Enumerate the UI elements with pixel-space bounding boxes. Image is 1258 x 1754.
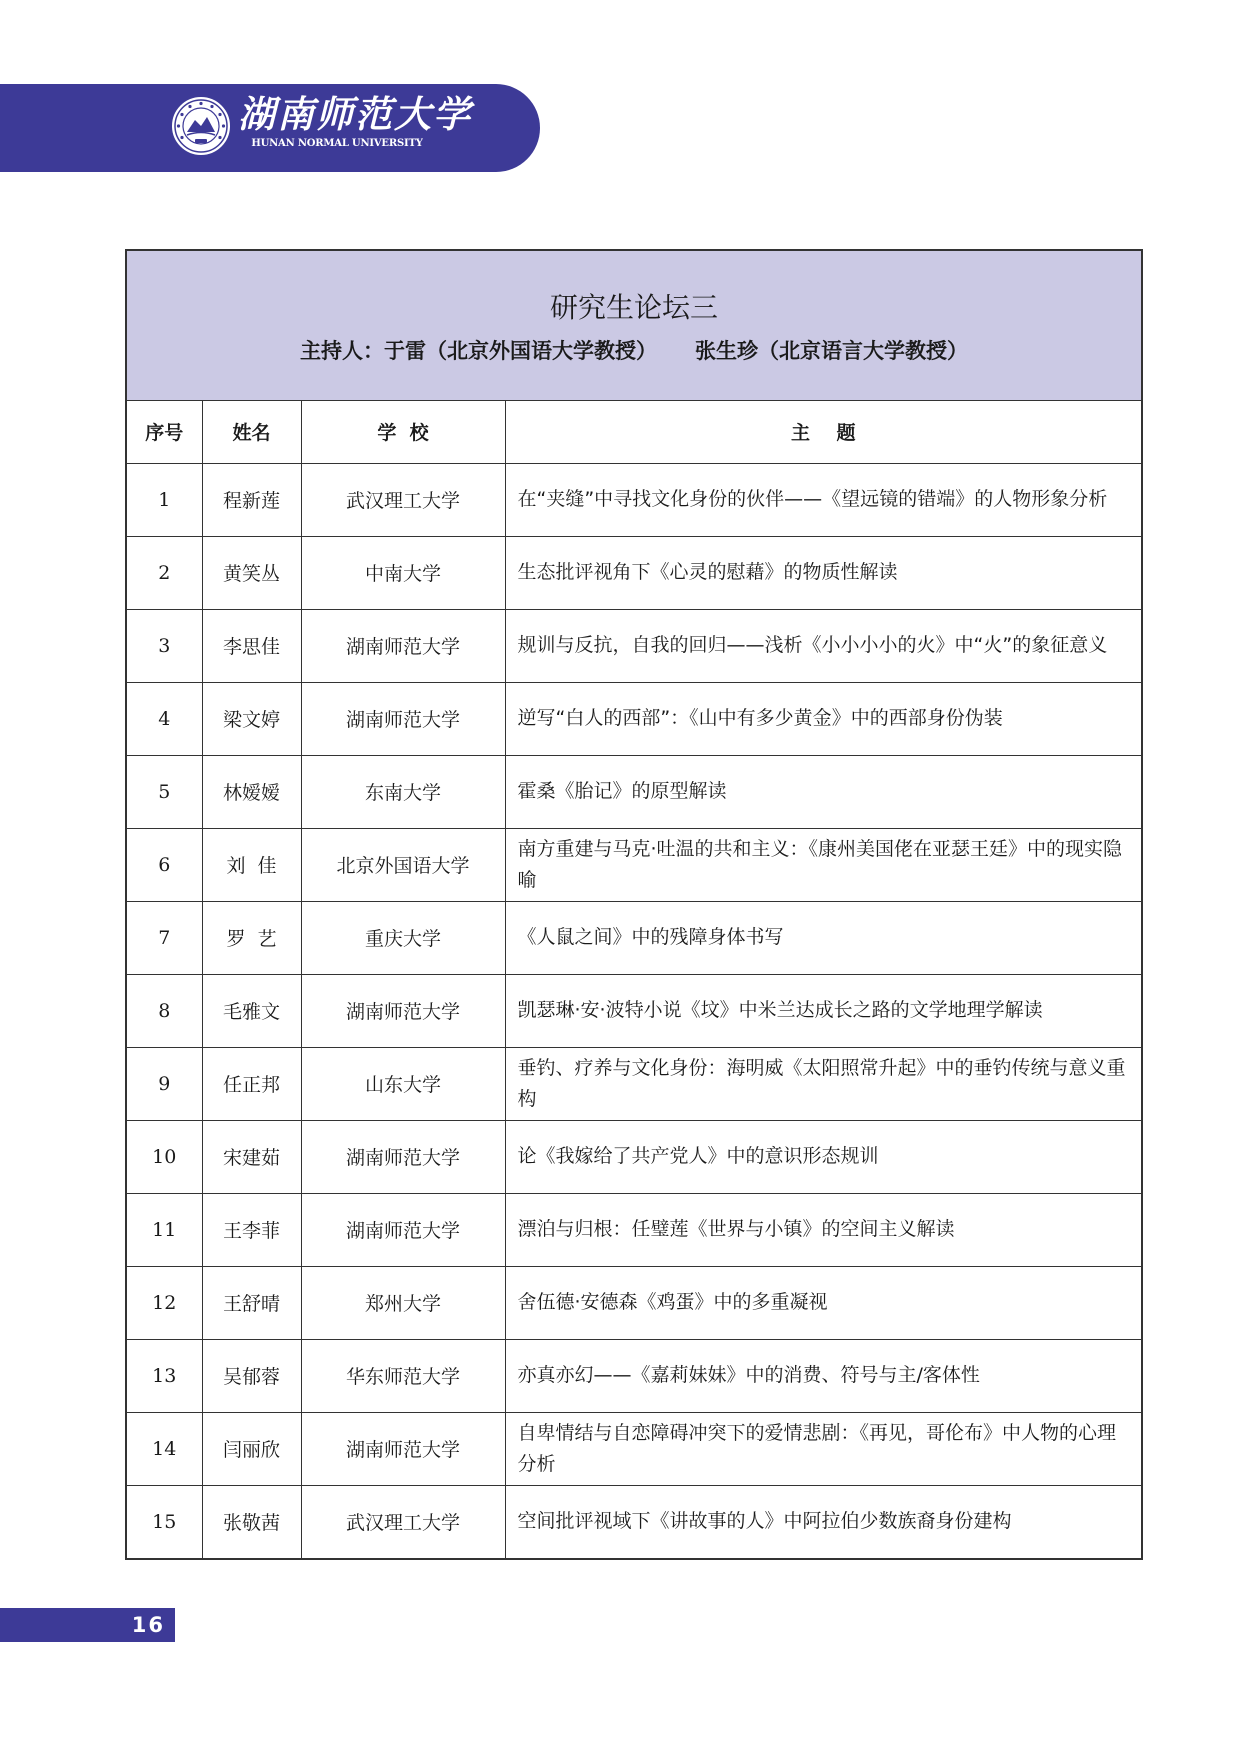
row-number: 1 [127, 463, 202, 536]
row-number: 6 [127, 828, 202, 901]
university-name-english: HUNAN NORMAL UNIVERSITY [251, 138, 423, 149]
presenter-name: 张敬茜 [202, 1485, 301, 1558]
table-row [127, 1047, 1141, 1120]
presentation-topic: 规训与反抗，自我的回归——浅析《小小小小的火》中“火”的象征意义 [505, 609, 1141, 682]
presentation-topic: 在“夹缝”中寻找文化身份的伙伴——《望远镜的错端》的人物形象分析 [505, 463, 1141, 536]
presenter-school: 东南大学 [301, 755, 505, 828]
presenter-school: 湖南师范大学 [301, 682, 505, 755]
forum-schedule-table [125, 249, 1143, 1560]
presenter-name: 王李菲 [202, 1193, 301, 1266]
presenter-name: 毛雅文 [202, 974, 301, 1047]
university-name-chinese: 湖南师范大学 [238, 92, 472, 136]
column-header-topic: 主 题 [505, 401, 1141, 463]
row-number: 12 [127, 1266, 202, 1339]
table-row [127, 901, 1141, 974]
column-header-number: 序号 [127, 401, 202, 463]
presenter-school: 湖南师范大学 [301, 974, 505, 1047]
row-number: 13 [127, 1339, 202, 1412]
presenter-name: 刘 佳 [202, 828, 301, 901]
page-number-tab [0, 1608, 175, 1642]
column-header-school: 学 校 [301, 401, 505, 463]
presentation-topic: 空间批评视域下《讲故事的人》中阿拉伯少数族裔身份建构 [505, 1485, 1141, 1558]
presenter-school: 华东师范大学 [301, 1339, 505, 1412]
table-row [127, 1193, 1141, 1266]
table-row [127, 609, 1141, 682]
host-1: 主持人：于雷（北京外国语大学教授） [300, 338, 657, 363]
table-row [127, 828, 1141, 901]
presenter-school: 中南大学 [301, 536, 505, 609]
presenter-school: 武汉理工大学 [301, 1485, 505, 1558]
presenter-name: 罗 艺 [202, 901, 301, 974]
presenter-school: 山东大学 [301, 1047, 505, 1120]
column-header-name: 姓名 [202, 401, 301, 463]
presentation-topic: 逆写“白人的西部”：《山中有多少黄金》中的西部身份伪装 [505, 682, 1141, 755]
presenter-name: 李思佳 [202, 609, 301, 682]
table-row [127, 755, 1141, 828]
presenter-school: 湖南师范大学 [301, 1412, 505, 1485]
presenter-school: 郑州大学 [301, 1266, 505, 1339]
row-number: 7 [127, 901, 202, 974]
presentation-topic: 垂钓、疗养与文化身份：海明威《太阳照常升起》中的垂钓传统与意义重构 [505, 1047, 1141, 1120]
row-number: 10 [127, 1120, 202, 1193]
presenter-school: 重庆大学 [301, 901, 505, 974]
table-row [127, 1266, 1141, 1339]
row-number: 9 [127, 1047, 202, 1120]
presentation-topic: 南方重建与马克·吐温的共和主义：《康州美国佬在亚瑟王廷》中的现实隐喻 [505, 828, 1141, 901]
row-number: 2 [127, 536, 202, 609]
forum-title: 研究生论坛三 [549, 291, 718, 324]
table-row [127, 682, 1141, 755]
row-number: 8 [127, 974, 202, 1047]
presenter-name: 黄笑丛 [202, 536, 301, 609]
presentation-topic: 《人鼠之间》中的残障身体书写 [505, 901, 1141, 974]
presentation-topic: 舍伍德·安德森《鸡蛋》中的多重凝视 [505, 1266, 1141, 1339]
presenter-school: 武汉理工大学 [301, 463, 505, 536]
table-body [127, 463, 1141, 1558]
presenter-name: 吴郁蓉 [202, 1339, 301, 1412]
row-number: 4 [127, 682, 202, 755]
presenter-school: 湖南师范大学 [301, 1193, 505, 1266]
table-row [127, 463, 1141, 536]
presentation-topic: 亦真亦幻——《嘉莉妹妹》中的消费、符号与主/客体性 [505, 1339, 1141, 1412]
presenter-name: 梁文婷 [202, 682, 301, 755]
presentation-topic: 霍桑《胎记》的原型解读 [505, 755, 1141, 828]
presenter-school: 北京外国语大学 [301, 828, 505, 901]
presenter-school: 湖南师范大学 [301, 609, 505, 682]
table-row [127, 536, 1141, 609]
page-number: 16 [131, 1613, 165, 1637]
presentation-topic: 论《我嫁给了共产党人》中的意识形态规训 [505, 1120, 1141, 1193]
presenter-name: 任正邦 [202, 1047, 301, 1120]
presenter-name: 程新莲 [202, 463, 301, 536]
row-number: 3 [127, 609, 202, 682]
table-header-row [127, 401, 1141, 463]
table-row [127, 1120, 1141, 1193]
presentation-topic: 凯瑟琳·安·波特小说《坟》中米兰达成长之路的文学地理学解读 [505, 974, 1141, 1047]
table-row [127, 974, 1141, 1047]
presentation-topic: 生态批评视角下《心灵的慰藉》的物质性解读 [505, 536, 1141, 609]
presenter-school: 湖南师范大学 [301, 1120, 505, 1193]
presenter-table [127, 401, 1141, 1558]
row-number: 14 [127, 1412, 202, 1485]
row-number: 11 [127, 1193, 202, 1266]
table-row [127, 1412, 1141, 1485]
host-2: 张生珍（北京语言大学教授） [695, 338, 968, 363]
presentation-topic: 自卑情结与自恋障碍冲突下的爱情悲剧：《再见，哥伦布》中人物的心理分析 [505, 1412, 1141, 1485]
forum-header-panel [127, 251, 1141, 401]
presenter-name: 闫丽欣 [202, 1412, 301, 1485]
university-seal-logo [171, 96, 231, 156]
forum-hosts [127, 337, 1141, 365]
presenter-name: 宋建茹 [202, 1120, 301, 1193]
row-number: 5 [127, 755, 202, 828]
presenter-name: 王舒晴 [202, 1266, 301, 1339]
row-number: 15 [127, 1485, 202, 1558]
presenter-name: 林嫒嫒 [202, 755, 301, 828]
presentation-topic: 漂泊与归根：任璧莲《世界与小镇》的空间主义解读 [505, 1193, 1141, 1266]
table-row [127, 1485, 1141, 1558]
table-row [127, 1339, 1141, 1412]
